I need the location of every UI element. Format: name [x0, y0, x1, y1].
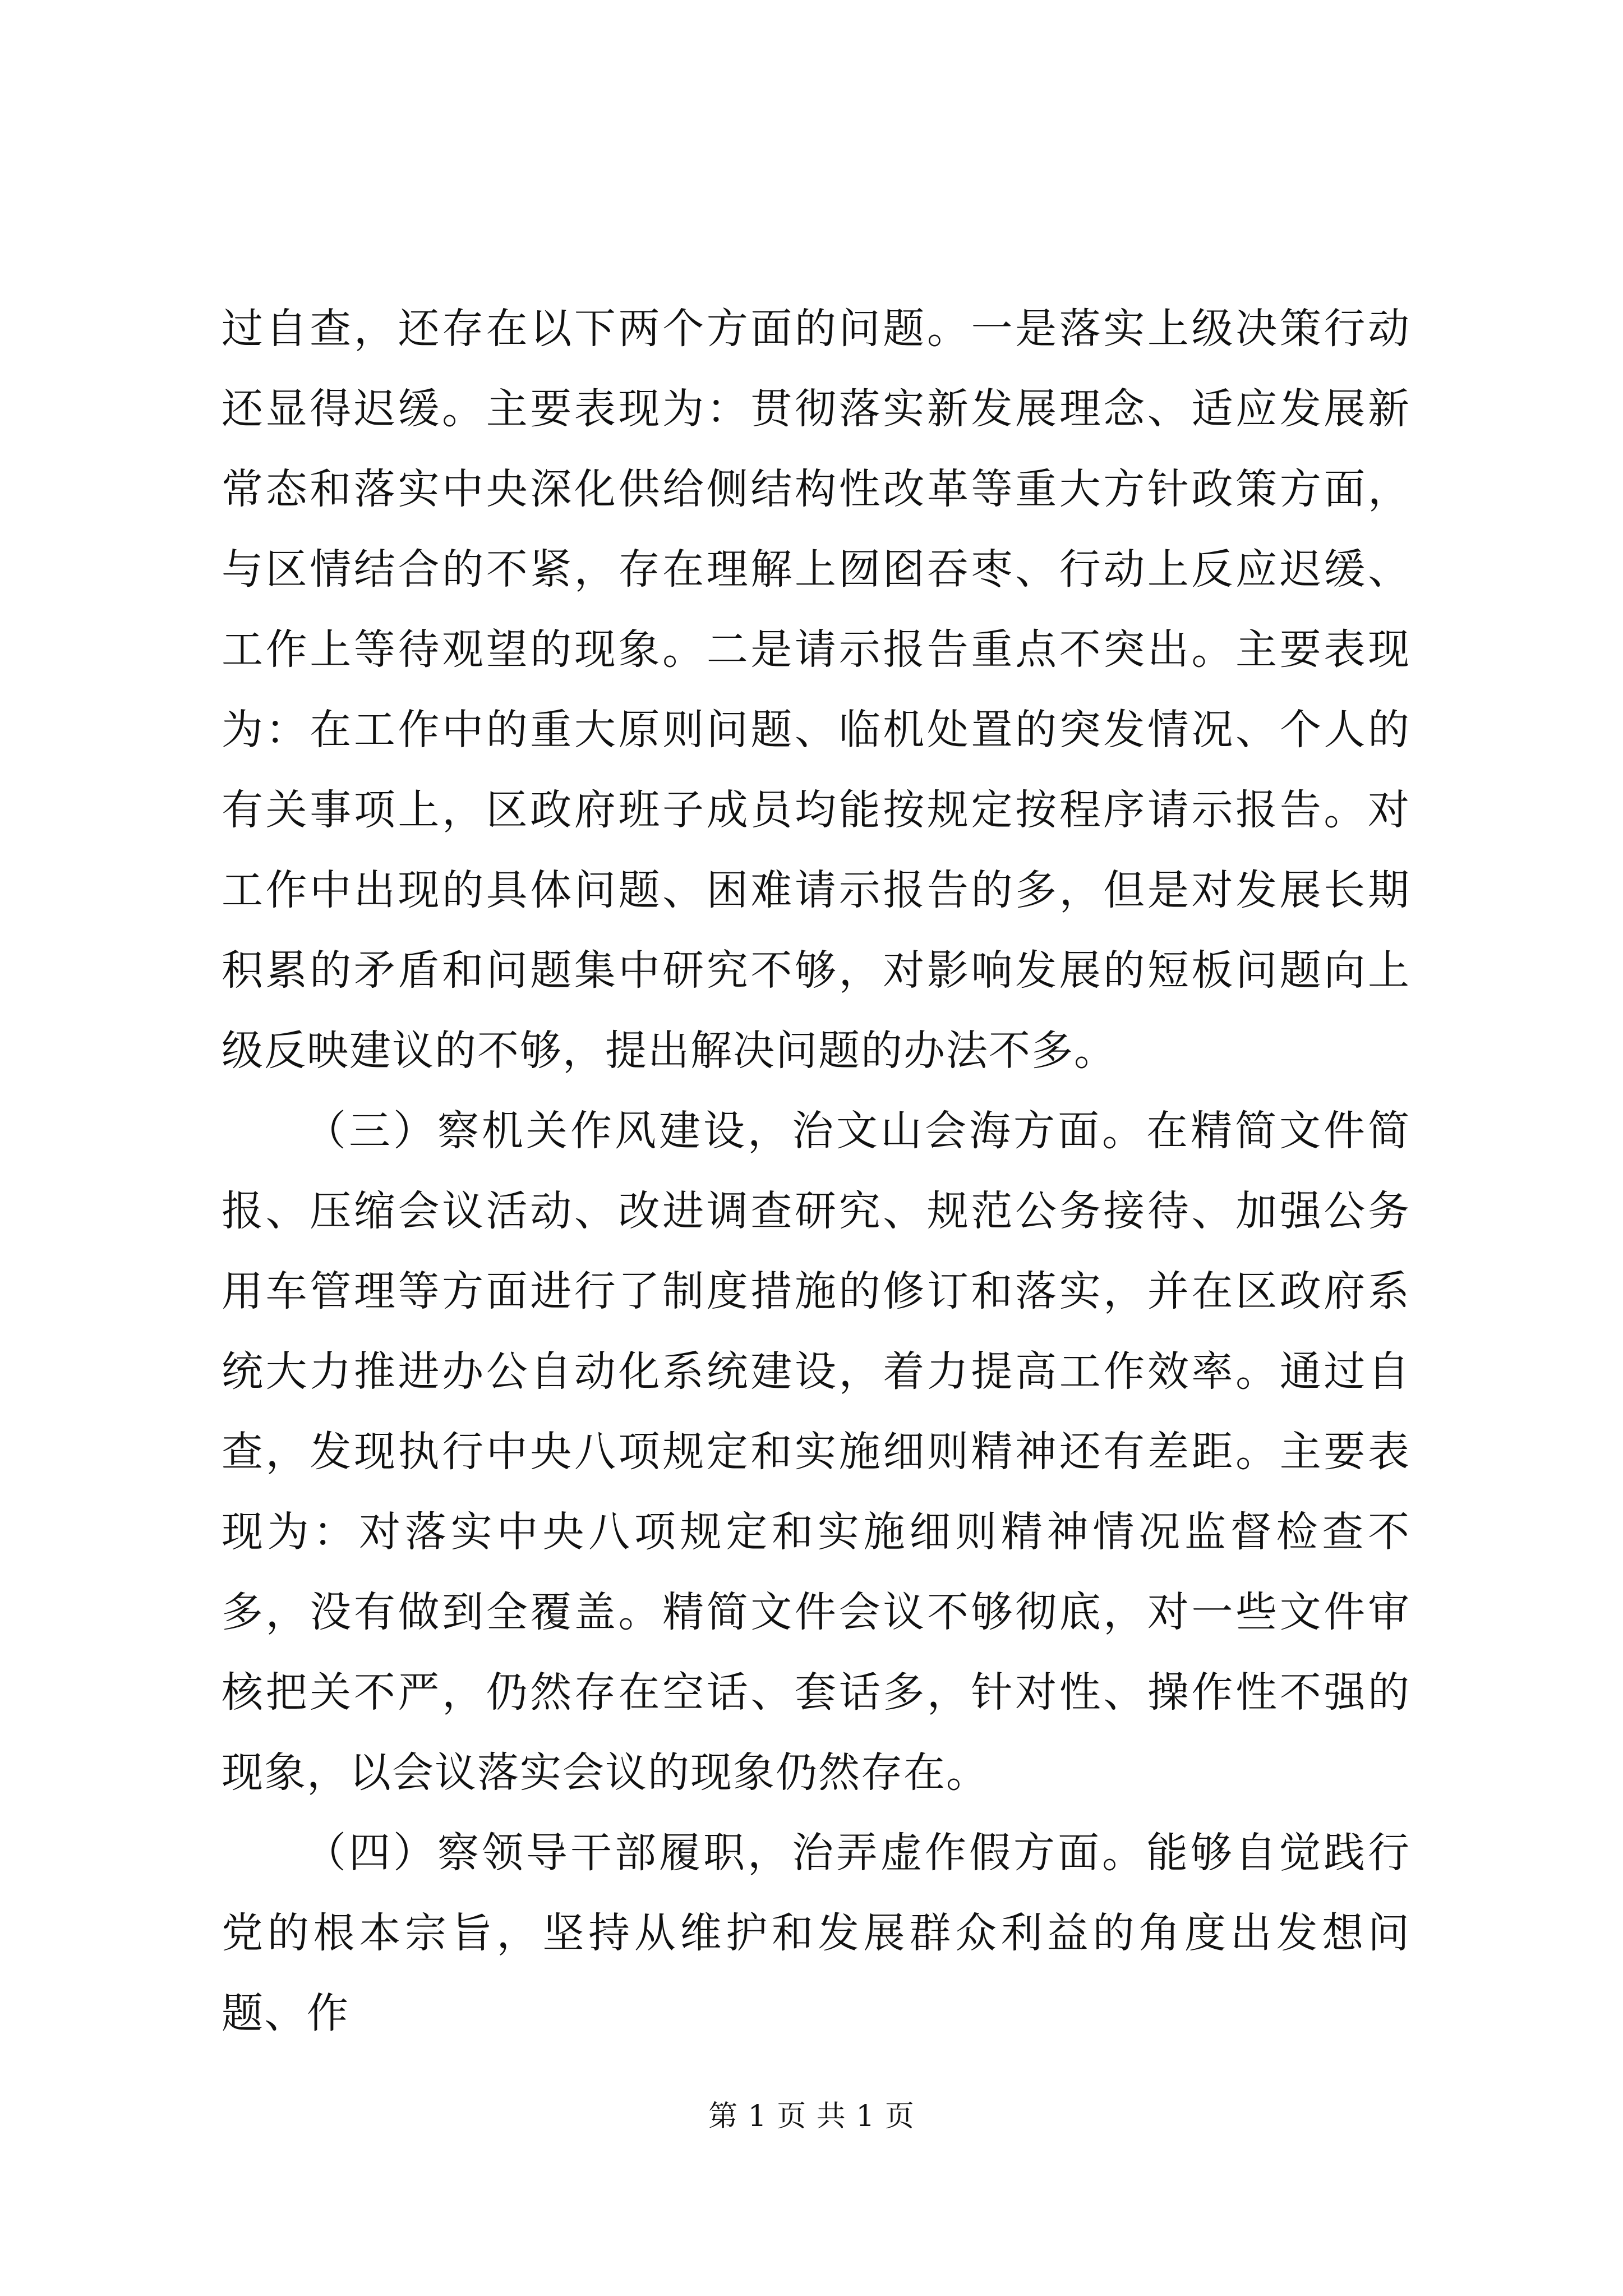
paragraph-section-three: （三）察机关作风建设，治文山会海方面。在精简文件简报、压缩会议活动、改进调查研究、规范公务接待、加强公务用车管理等方面进行了制度措施的修订和落实，并在区政府系统大力推进办公自动化系统建设，着力提高工作效率。通过自查，发现执行中央八项规定和实施细则精神还有差距。主要表现为：对落实中央八项规定和实施细则精神情况监督检查不多，没有做到全覆盖。精简文件会议不够彻底，对一些文件审核把关不严，仍然存在空话、套话多，针对性、操作性不强的现象，以会议落实会议的现象仍然存在。	[222, 1107, 1410, 1797]
page-footer: 第 1 页 共 1 页	[708, 2100, 915, 2133]
paragraph-self-check-issues: 过自查，还存在以下两个方面的问题。一是落实上级决策行动还显得迟缓。主要表现为：贯彻落实新发展理念、适应发展新常态和落实中央深化供给侧结构性改革等重大方针政策方面，与区情结合的不紧，存在理解上囫囵吞枣、行动上反应迟缓、工作上等待观望的现象。二是请示报告重点不突出。主要表现为：在工作中的重大原则问题、临机处置的突发情况、个人的有关事项上，区政府班子成员均能按规定按程序请示报告。对工作中出现的具体问题、困难请示报告的多，但是对发展长期积累的矛盾和问题集中研究不够，对影响发展的短板问题向上级反映建议的不够，提出解决问题的办法不多。	[222, 305, 1410, 1075]
paragraph-section-four: （四）察领导干部履职，治弄虚作假方面。能够自觉践行党的根本宗旨，坚持从维护和发展群众利益的角度出发想问题、作	[222, 1829, 1410, 2037]
document-body	[222, 289, 1410, 2054]
